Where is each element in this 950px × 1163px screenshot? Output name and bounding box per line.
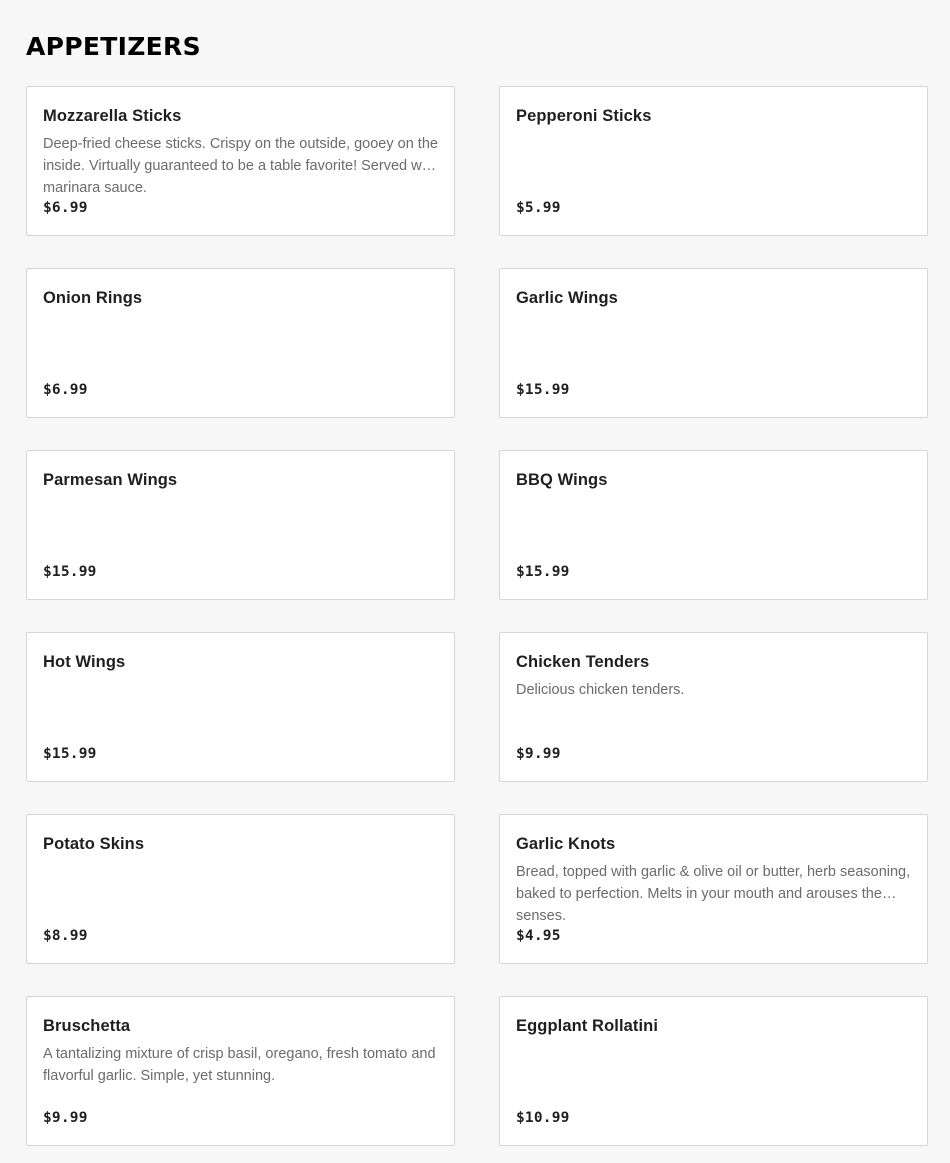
menu-item-card[interactable] [26, 268, 455, 418]
item-name: Onion Rings [43, 289, 143, 307]
item-name: Pepperoni Sticks [516, 107, 652, 125]
item-name: BBQ Wings [516, 471, 608, 489]
menu-items-grid [26, 86, 928, 1146]
menu-item-card[interactable] [499, 268, 928, 418]
item-price: $10.99 [516, 1110, 570, 1126]
item-name: Eggplant Rollatini [516, 1017, 659, 1035]
item-name: Chicken Tenders [516, 653, 650, 671]
item-price: $15.99 [43, 564, 97, 580]
item-price: $15.99 [516, 564, 570, 580]
item-price: $15.99 [516, 382, 570, 398]
item-description: Deep-fried cheese sticks. Crispy on the outside, gooey on the inside. Virtually guaranteed to be a table favorite! Served with marinara sauce. [43, 136, 438, 196]
menu-item-card[interactable] [499, 632, 928, 782]
item-price: $9.99 [43, 1110, 88, 1126]
menu-item-card[interactable] [26, 86, 455, 236]
item-price: $9.99 [516, 746, 561, 762]
menu-item-card[interactable] [499, 996, 928, 1146]
item-price: $15.99 [43, 746, 97, 762]
menu-item-card[interactable] [26, 450, 455, 600]
item-name: Hot Wings [43, 653, 126, 671]
menu-item-card[interactable] [26, 632, 455, 782]
item-name: Parmesan Wings [43, 471, 178, 489]
item-description: Bread, topped with garlic & olive oil or butter, herb seasoning, baked to perfection. Melts in your mouth and arouses the senses. [516, 864, 911, 924]
item-name: Potato Skins [43, 835, 145, 853]
item-name: Mozzarella Sticks [43, 107, 182, 125]
item-description: A tantalizing mixture of crisp basil, oregano, fresh tomato and flavorful garlic. Simple, yet stunning. [43, 1046, 436, 1084]
item-price: $6.99 [43, 382, 88, 398]
menu-item-card[interactable] [26, 814, 455, 964]
item-price: $6.99 [43, 200, 88, 216]
item-name: Garlic Wings [516, 289, 618, 307]
menu-item-card[interactable] [499, 814, 928, 964]
item-name: Garlic Knots [516, 835, 616, 853]
menu-item-card[interactable] [499, 450, 928, 600]
item-name: Bruschetta [43, 1017, 131, 1035]
menu-item-card[interactable] [499, 86, 928, 236]
menu-item-card[interactable] [26, 996, 455, 1146]
item-price: $4.95 [516, 928, 561, 944]
section-title: APPETIZERS [26, 32, 201, 61]
item-description: Delicious chicken tenders. [516, 682, 685, 698]
item-price: $5.99 [516, 200, 561, 216]
item-price: $8.99 [43, 928, 88, 944]
